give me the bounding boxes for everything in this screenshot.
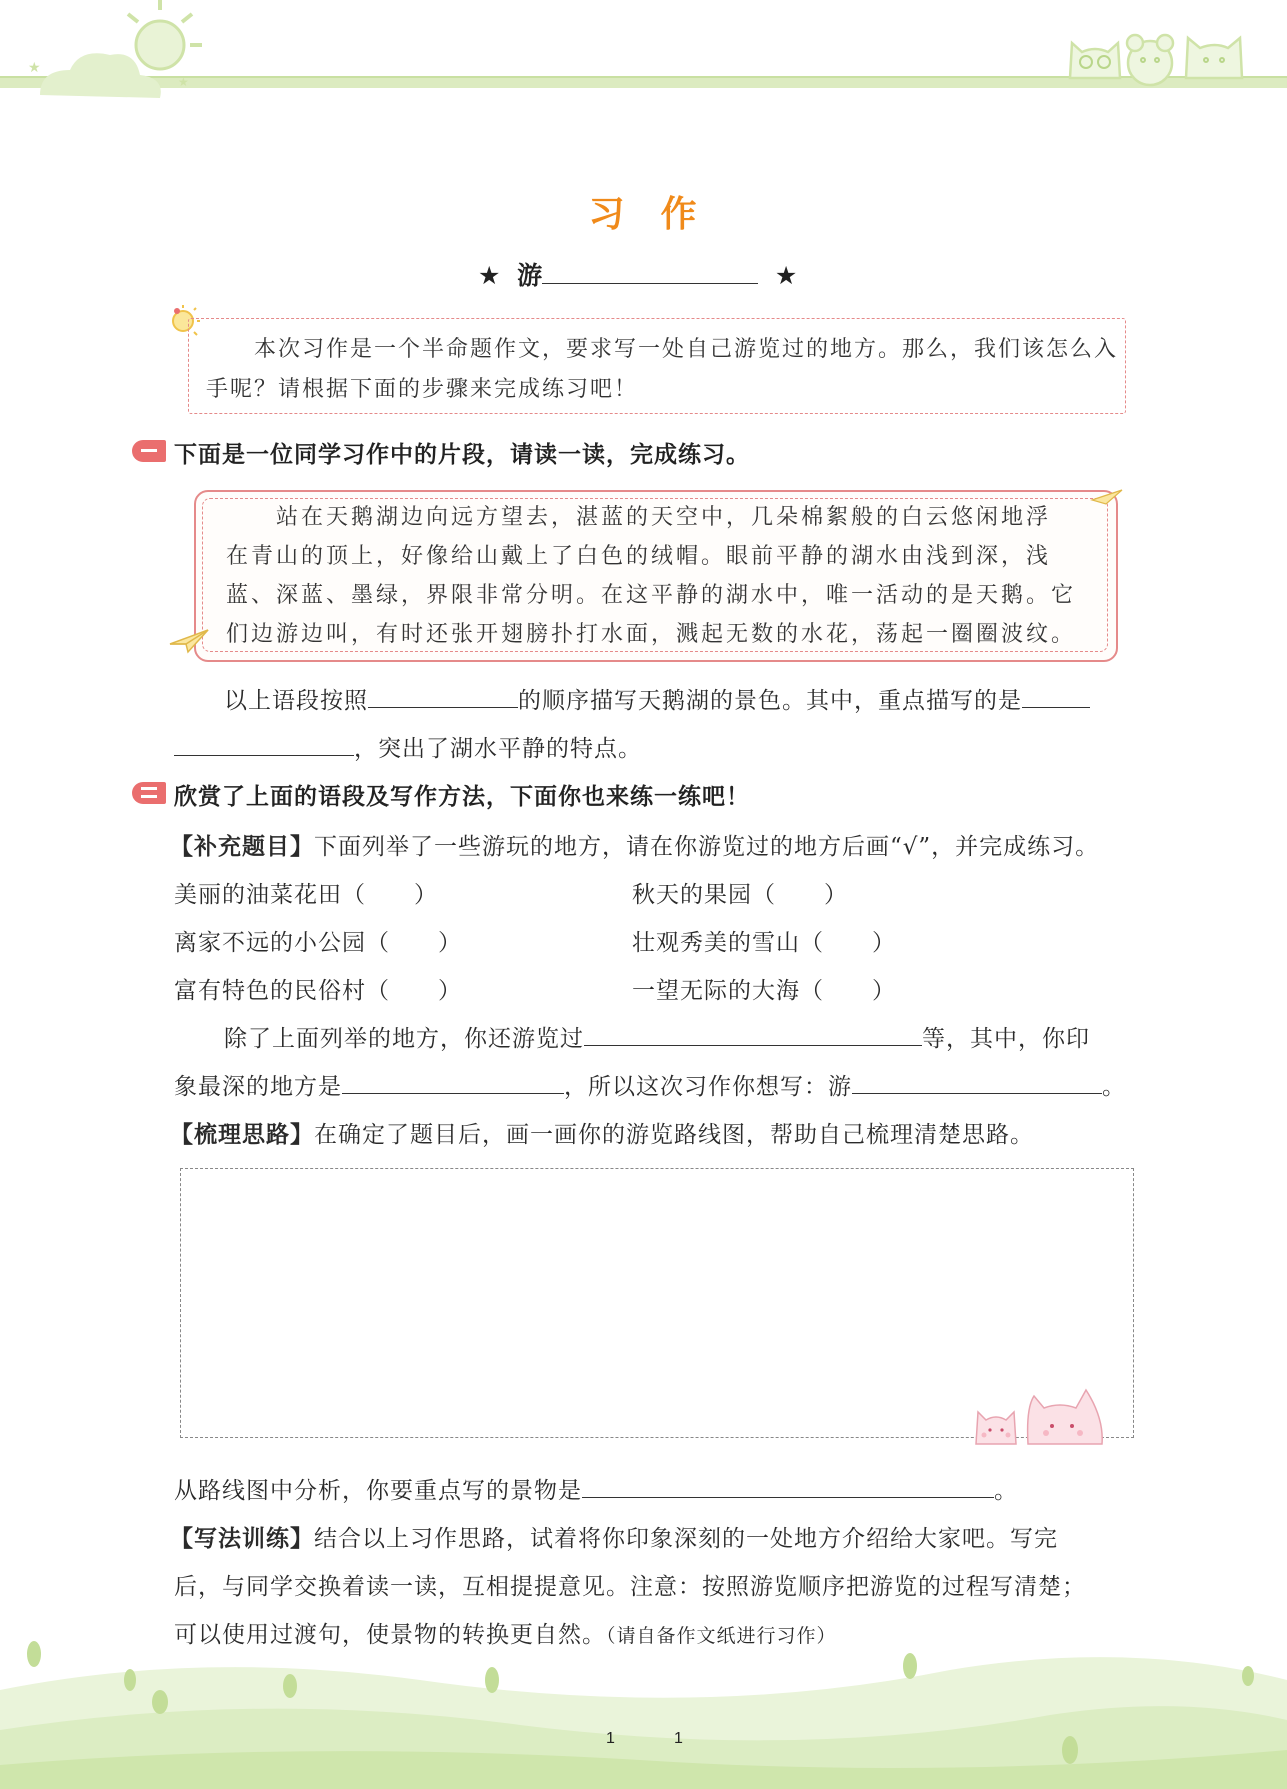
other-places-line2: 象最深的地方是 ，所以这次习作你想写：游 。 [174, 1068, 1126, 1101]
place-option[interactable]: 一望无际的大海（ ） [632, 978, 896, 1004]
place-option[interactable]: 秋天的果园（ ） [632, 882, 848, 908]
page-number-left: 1 [606, 1730, 615, 1747]
svg-text:★: ★ [178, 75, 189, 89]
answer-blank-focus-cont[interactable] [174, 731, 354, 756]
passage-line: 在青山的顶上，好像给山戴上了白色的绒帽。眼前平静的湖水由浅到深，浅 [226, 544, 1052, 569]
svg-text:★: ★ [28, 60, 41, 76]
subtitle: ★ 游 ★ [478, 256, 797, 292]
place-option[interactable]: 离家不远的小公园（ ） [174, 930, 462, 956]
answer-blank-topic[interactable] [852, 1069, 1102, 1094]
section2-heading: 欣赏了上面的语段及写作方法，下面你也来练一练吧！ [174, 784, 750, 810]
other-places-line1: 除了上面列举的地方，你还游览过 等，其中，你印 [224, 1020, 1090, 1053]
section1-question-line1: 以上语段按照 的顺序描写天鹅湖的景色。其中，重点描写的是 [224, 682, 1090, 715]
supplement-line: 【补充题目】下面列举了一些游玩的地方，请在你游览过的地方后画“√”，并完成练习。 [170, 834, 1100, 860]
section1-question-line2: ，突出了湖水平静的特点。 [174, 730, 642, 763]
cats-decoration [972, 1378, 1112, 1450]
place-option[interactable]: 富有特色的民俗村（ ） [174, 978, 462, 1004]
place-option[interactable]: 美丽的油菜花田（ ） [174, 882, 438, 908]
passage-line: 蓝、深蓝、墨绿，界限非常分明。在这平静的湖水中，唯一活动的是天鹅。它 [226, 583, 1077, 608]
page-number-right: 1 [674, 1730, 683, 1747]
writing-line2: 后，与同学交换着读一读，互相提提意见。注意：按照游览顺序把游览的过程写清楚； [174, 1574, 1086, 1600]
paper-plane-icon [168, 626, 212, 656]
section-marker-two [132, 782, 166, 804]
intro-text: 本次习作是一个半命题作文，要求写一处自己游览过的地方。那么，我们该怎么入手呢？请根据下面的步骤来完成练习吧！ [206, 337, 1119, 402]
answer-blank-key-scenery[interactable] [582, 1473, 994, 1498]
writing-line3: 可以使用过渡句，使景物的转换更自然。（请自备作文纸进行习作） [174, 1622, 837, 1648]
title-blank[interactable] [542, 257, 758, 284]
sun-cloud-decoration [0, 0, 220, 110]
passage-line: 站在天鹅湖边向远方望去，湛蓝的天空中，几朵棉絮般的白云悠闲地浮 [276, 505, 1052, 530]
section1-heading: 下面是一位同学习作中的片段，请读一读，完成练习。 [174, 442, 750, 468]
answer-blank-focus[interactable] [1022, 683, 1090, 708]
answer-blank-deepest[interactable] [342, 1069, 564, 1094]
analysis-line: 从路线图中分析，你要重点写的景物是 。 [174, 1472, 1018, 1505]
answer-blank-other-places[interactable] [584, 1021, 922, 1046]
animal-faces-decoration [1060, 18, 1260, 88]
section-marker-one [132, 440, 166, 462]
star-icon: ★ [478, 261, 501, 290]
writing-line1: 【写法训练】结合以上习作思路，试着将你印象深刻的一处地方介绍给大家吧。写完 [170, 1526, 1058, 1552]
organize-line: 【梳理思路】在确定了题目后，画一画你的游览路线图，帮助自己梳理清楚思路。 [170, 1122, 1034, 1148]
passage-text [226, 498, 1096, 654]
passage-line: 们边游边叫，有时还张开翅膀扑打水面，溅起无数的水花，荡起一圈圈波纹。 [226, 622, 1077, 647]
star-icon: ★ [774, 261, 798, 290]
answer-blank-order[interactable] [368, 683, 518, 708]
page-title: 习 作 [588, 194, 699, 235]
place-option[interactable]: 壮观秀美的雪山（ ） [632, 930, 896, 956]
hills-decoration [0, 1630, 1287, 1789]
